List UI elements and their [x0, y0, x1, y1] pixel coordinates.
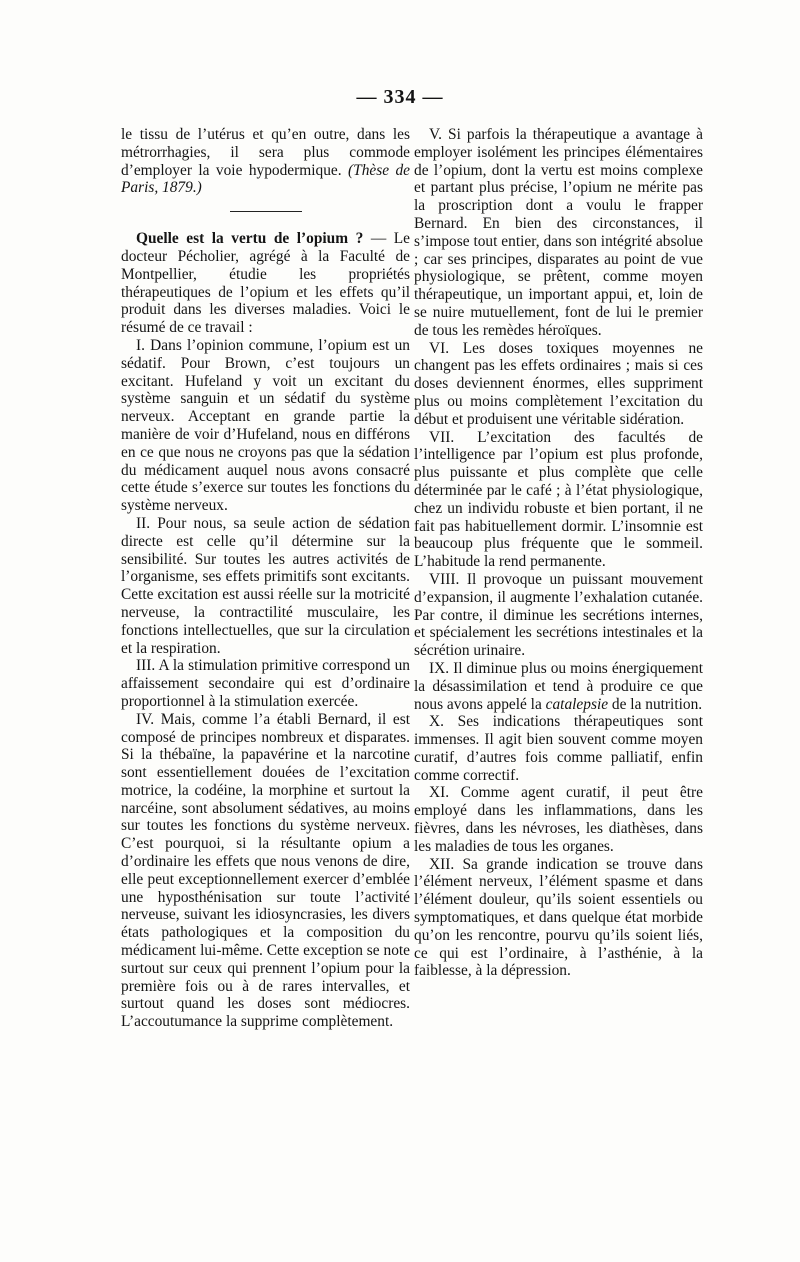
- section-heading: Quelle est la vertu de l’opium ?: [136, 230, 364, 248]
- paragraph-9-end: de la nutrition.: [611, 695, 703, 713]
- section-divider: [230, 211, 302, 212]
- paragraph-4: IV. Mais, comme l’a établi Bernard, il est composé de principes nombreux et disparates. Si la thébaïne, la papavérine et la narcotine sont essentiellement douées de l’excitation motrice, la codéine, la morphine et surtout la narcéine, sont absolument sédatives, au moins sur toutes les fonctions du système nerveux. C’est pourquoi, si la résultante opium a d’ordinaire les effets que nous venons de dire, elle peut exceptionnellement exercer d’emblée une hyposthénisation sur toute l’activité nerveuse, suivant les idiosyncrasies, les divers états pathologiques et la composition du médicament lui-même. Cette exception se note surtout sur ceux qui prennent l’opium pour la première fois ou à de rares intervalles, et surtout quand les doses sont médiocres. L’accoutumance la supprime complètement.: [121, 710, 410, 1031]
- paragraph-6: VI. Les doses toxiques moyennes ne changent pas les effets ordinaires ; mais si ces doses deviennent énormes, elles suppriment plus ou moins complètement l’excitation du début et produisent une véritable sidération.: [414, 339, 703, 428]
- paragraph-5: V. Si parfois la thérapeutique a avantage à employer isolément les principes élémentaires de l’opium, dont la vertu est moins complexe et partant plus précise, l’opium ne mérite pas la proscription dont a voulu le frapper Bernard. En bien des circonstances, il s’impose tout entier, dans son intégrité absolue ; car ses principes, disparates au point de vue physiologique, se prêtent, comme moyen thérapeutique, un important appui, et, loin de se nuire mutuellement, font de lui le premier de tous les remèdes héroïques.: [414, 126, 703, 339]
- paragraph-11: XI. Comme agent curatif, il peut être employé dans les inflammations, dans les fièvres, dans les névroses, les diathèses, dans les maladies de tous les organes.: [414, 784, 703, 855]
- paragraph-10: X. Ses indications thérapeutiques sont immenses. Il agit bien souvent comme moyen curatif, d’autres fois comme palliatif, enfin comme correctif.: [414, 713, 703, 784]
- page-number: — 334 —: [356, 86, 444, 108]
- paragraph-2: II. Pour nous, sa seule action de sédation directe est celle qu’il détermine sur la sensibilité. Sur toutes les autres activités de l’organisme, ses effets primitifs sont excitants. Cette excitation est aussi réelle sur la motricité nerveuse, la contractilité musculaire, les fonctions intellectuelles, que sur la circulation et la respiration.: [121, 514, 410, 657]
- right-column: [414, 126, 703, 980]
- left-column: [121, 126, 410, 1031]
- paragraph-8: VIII. Il provoque un puissant mouvement d’expansion, il augmente l’exhalation cutanée. Par contre, il diminue les secrétions internes, et spécialement les secrétions intestinales et la sécrétion urinaire.: [414, 570, 703, 660]
- intro-text: le tissu de l’utérus et qu’en outre, dans les métrorrhagies, il sera plus commode d’employer la voie hypodermique.: [121, 126, 410, 179]
- paragraph-7: VII. L’excitation des facultés de l’intelligence par l’opium est plus profonde, plus puissante et plus complète que celle déterminée par le café ; à l’état physiologique, chez un individu robuste et bien portant, il ne fait pas habituellement dormir. L’insomnie est beaucoup plus fréquente que le sommeil. L’habitude la rend permanente.: [414, 428, 703, 571]
- intro-paragraph: [121, 126, 410, 197]
- paragraph-9: [414, 660, 703, 713]
- section-opening-paragraph: [121, 230, 410, 337]
- paragraph-1: I. Dans l’opinion commune, l’opium est un sédatif. Pour Brown, c’est toujours un excitant. Hufeland y voit un excitant du système sanguin et un sédatif du système nerveux. Acceptant en grande partie la manière de voir d’Hufeland, nous en différons en ce que nous ne croyons pas que la sédation du médicament auquel nous avons consacré cette étude s’exerce sur toutes les fonctions du système nerveux.: [121, 336, 410, 515]
- intro-citation: (Thèse de Paris, 1879.): [121, 161, 410, 197]
- section-heading-follow: — Le docteur Pécholier, agrégé à la Faculté de Montpellier, étudie les propriétés thérapeutiques de l’opium et les effets qu’il produit dans les diverses maladies. Voici le résumé de ce travail :: [121, 230, 410, 337]
- paragraph-9-emphasis: catalepsie: [545, 695, 609, 713]
- paragraph-12: XII. Sa grande indication se trouve dans l’élément nerveux, l’élément spasme et dans l’élément douleur, qu’ils soient essentiels ou symptomatiques, et dans quelque état morbide qu’on les rencontre, pourvu qu’ils soient liés, ce qui est l’ordinaire, à l’asthénie, à la faiblesse, à la dépression.: [414, 855, 703, 980]
- paragraph-3: III. A la stimulation primitive correspond un affaissement secondaire qui est d’ordinaire proportionnel à la stimulation exercée.: [121, 657, 410, 710]
- paragraph-9-start: IX. Il diminue plus ou moins énergiquement la désassimilation et tend à produire ce que nous avons appelé la: [414, 659, 703, 713]
